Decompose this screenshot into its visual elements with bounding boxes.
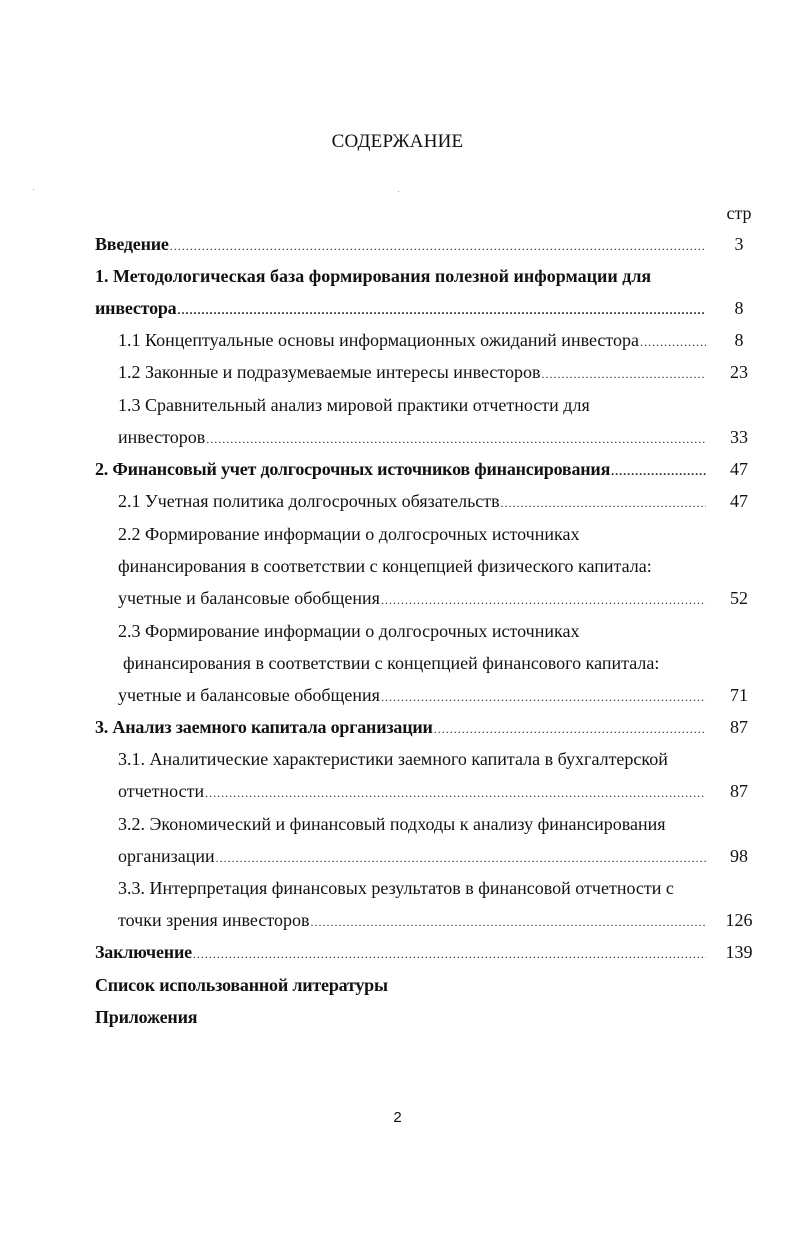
toc-leader-dots [205, 779, 706, 807]
toc-entry-references [95, 971, 388, 999]
toc-entry-1-3 [118, 423, 708, 451]
toc-entry-text: инвестора [95, 298, 177, 318]
toc-entry-text: точки зрения инвесторов [118, 910, 310, 930]
toc-page-number: 139 [725, 942, 753, 962]
toc-leader-dots [542, 360, 706, 388]
toc-entry-text: 1. Методологическая база формирования полезной информации для [95, 266, 652, 286]
toc-entry-2-2-line-1 [118, 520, 579, 548]
toc-entry-1-2 [118, 358, 708, 386]
toc-entry-2-1 [118, 487, 708, 515]
toc-entry-2-2-line-2 [118, 552, 652, 580]
toc-entry-2-2 [118, 584, 708, 612]
toc-leader-dots [381, 683, 706, 711]
toc-page-number: 47 [730, 491, 748, 511]
toc-entry-text: 2.3 Формирование информации о долгосрочных источниках [118, 621, 580, 641]
toc-entry-text: 1.3 Сравнительный анализ мировой практики отчетности для [118, 395, 590, 415]
toc-entry-text: инвесторов [118, 427, 206, 447]
page-title: СОДЕРЖАНИЕ [331, 131, 464, 152]
toc-entry-3-3-line-1 [118, 874, 674, 902]
toc-entry-text: 3.3. Интерпретация финансовых результатов в финансовой отчетности с [118, 878, 674, 898]
toc-page-number: 47 [730, 459, 748, 479]
toc-page-number: 71 [730, 685, 748, 705]
toc-entry-conclusion [95, 938, 708, 966]
page-number: 2 [393, 1109, 402, 1126]
toc-entry-text: 3.1. Аналитические характеристики заемного капитала в бухгалтерской [118, 749, 668, 769]
toc-entry-text: Приложения [95, 1007, 198, 1027]
toc-entry-2-3-line-2 [123, 649, 659, 677]
toc-entry-text: финансирования в соответствии с концепцией финансового капитала: [123, 653, 660, 673]
toc-entry-text: Заключение [95, 942, 192, 962]
toc-entry-text: Введение [95, 234, 169, 254]
toc-page-number: 87 [730, 781, 748, 801]
toc-leader-dots [501, 489, 706, 517]
toc-entry-text: 2.1 Учетная политика долгосрочных обязательств [118, 491, 500, 511]
toc-entry-3-1-line-1 [118, 745, 668, 773]
toc-leader-dots [611, 457, 706, 485]
toc-page-number: 3 [734, 234, 744, 254]
toc-entry-2-3-line-1 [118, 617, 579, 645]
toc-entry-text: учетные и балансовые обобщения [118, 588, 380, 608]
toc-entry-1-3-line-1 [118, 391, 590, 419]
toc-page-number: 87 [730, 717, 748, 737]
toc-page-number: 8 [734, 298, 744, 318]
toc-entry-text: организации [118, 846, 215, 866]
toc-chapter-heading [95, 262, 651, 290]
scan-speck [33, 189, 34, 190]
toc-entry-text: финансирования в соответствии с концепцией физического капитала: [118, 556, 652, 576]
toc-leader-dots [170, 232, 706, 260]
scan-speck [398, 191, 399, 192]
toc-entry-chapter-1 [95, 294, 708, 322]
toc-entry-chapter-3 [95, 713, 708, 741]
toc-entry-text: 2.2 Формирование информации о долгосрочных источниках [118, 524, 580, 544]
toc-entry-3-2-line-1 [118, 810, 666, 838]
toc-entry-1-1 [118, 326, 708, 354]
toc-leader-dots [193, 940, 706, 968]
toc-entry-3-1 [118, 777, 708, 805]
toc-leader-dots [381, 586, 706, 614]
toc-leader-dots [640, 328, 706, 356]
toc-page-number: 8 [734, 330, 744, 350]
toc-page-number: 126 [725, 910, 753, 930]
toc-entry-2-3 [118, 681, 708, 709]
toc-page-number: 52 [730, 588, 748, 608]
toc-leader-dots [177, 296, 706, 324]
toc-entry-text: 3. Анализ заемного капитала организации [95, 717, 433, 737]
toc-page-number: 33 [730, 427, 748, 447]
toc-entry-text: 2. Финансовый учет долгосрочных источников финансирования [95, 459, 611, 479]
toc-entry-appendices [95, 1003, 197, 1031]
toc-entry-introduction [95, 230, 708, 258]
toc-entry-3-2 [118, 842, 708, 870]
toc-entry-text: 1.1 Концептуальные основы информационных ожиданий инвестора [118, 330, 640, 350]
toc-entry-chapter-2 [95, 455, 708, 483]
toc-entry-3-3 [118, 906, 708, 934]
toc-page-number: 23 [730, 362, 748, 382]
page-column-header: стр [726, 203, 752, 223]
toc-leader-dots [310, 908, 706, 936]
toc-leader-dots [216, 844, 706, 872]
toc-entry-text: 3.2. Экономический и финансовый подходы к анализу финансирования [118, 814, 666, 834]
toc-entry-text: учетные и балансовые обобщения [118, 685, 380, 705]
toc-leader-dots [206, 425, 706, 453]
toc-leader-dots [434, 715, 706, 743]
toc-entry-text: отчетности [118, 781, 205, 801]
toc-entry-text: Список использованной литературы [95, 975, 388, 995]
toc-entry-text: 1.2 Законные и подразумеваемые интересы инвесторов [118, 362, 541, 382]
toc-page-number: 98 [730, 846, 748, 866]
